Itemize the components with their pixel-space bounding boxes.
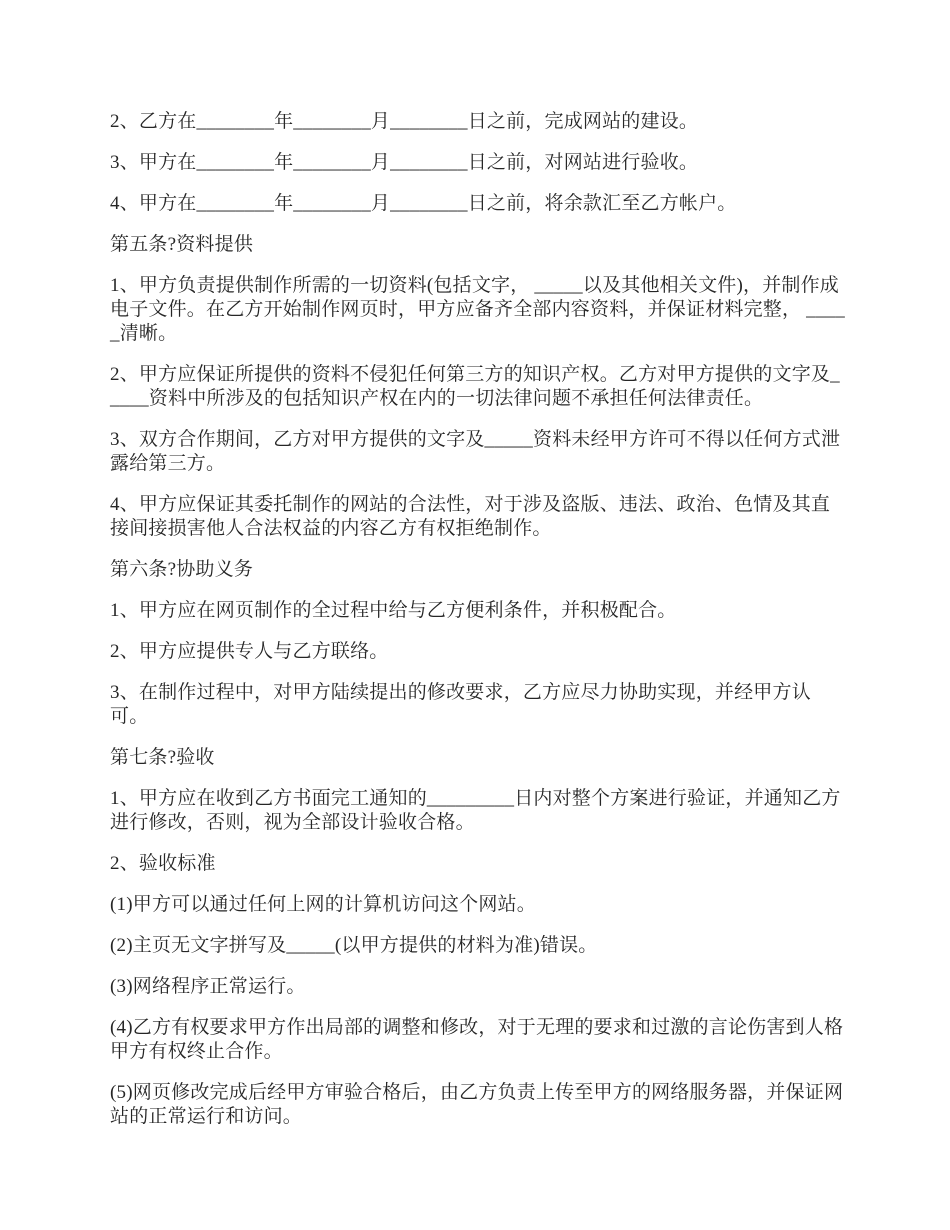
clause-deadline-payment: 4、甲方在________年________月________日之前，将余款汇至乙方帐户。	[110, 193, 737, 214]
clause-acceptance-standard-5: (5)网页修改完成后经甲方审验合格后，由乙方负责上传至甲方的网络服务器，并保证网站的正常运行和访问。	[110, 1082, 844, 1127]
clause-assist-2: 2、甲方应提供专人与乙方联络。	[110, 641, 389, 662]
section-heading-article-6: 第六条?协助义务	[110, 559, 254, 580]
clause-deadline-acceptance: 3、甲方在________年________月________日之前，对网站进行验收。	[110, 152, 699, 173]
section-heading-article-5: 第五条?资料提供	[110, 234, 254, 255]
clause-materials-2: 2、甲方应保证所提供的资料不侵犯任何第三方的知识产权。乙方对甲方提供的文字及_____资料中所涉及的包括知识产权在内的一切法律问题不承担任何法律责任。	[110, 364, 840, 409]
clause-materials-1: 1、甲方负责提供制作所需的一切资料(包括文字， _____以及其他相关文件)，并制作成电子文件。在乙方开始制作网页时，甲方应备齐全部内容资料，并保证材料完整， _____清晰。	[110, 275, 845, 344]
clause-deadline-build: 2、乙方在________年________月________日之前，完成网站的建设。	[110, 111, 699, 132]
clause-assist-1: 1、甲方应在网页制作的全过程中给与乙方便利条件，并积极配合。	[110, 600, 677, 621]
clause-materials-4: 4、甲方应保证其委托制作的网站的合法性，对于涉及盗版、违法、政治、色情及其直接间接损害他人合法权益的内容乙方有权拒绝制作。	[110, 494, 831, 539]
clause-acceptance-standard-3: (3)网络程序正常运行。	[110, 976, 306, 997]
clause-assist-3: 3、在制作过程中，对甲方陆续提出的修改要求，乙方应尽力协助实现，并经甲方认可。	[110, 682, 811, 727]
clause-materials-3: 3、双方合作期间，乙方对甲方提供的文字及_____资料未经甲方许可不得以任何方式泄露给第三方。	[110, 429, 841, 474]
clause-acceptance-standard-4: (4)乙方有权要求甲方作出局部的调整和修改，对于无理的要求和过激的言论伤害到人格甲方有权终止合作。	[110, 1017, 844, 1062]
clause-acceptance-standard-1: (1)甲方可以通过任何上网的计算机访问这个网站。	[110, 894, 536, 915]
clause-acceptance-standard-2: (2)主页无文字拼写及_____(以甲方提供的材料为准)错误。	[110, 935, 598, 956]
clause-acceptance-2: 2、验收标准	[110, 853, 216, 874]
clause-acceptance-1: 1、甲方应在收到乙方书面完工通知的_________日内对整个方案进行验证，并通知乙方进行修改，否则，视为全部设计验收合格。	[110, 788, 841, 833]
section-heading-article-7: 第七条?验收	[110, 747, 215, 768]
